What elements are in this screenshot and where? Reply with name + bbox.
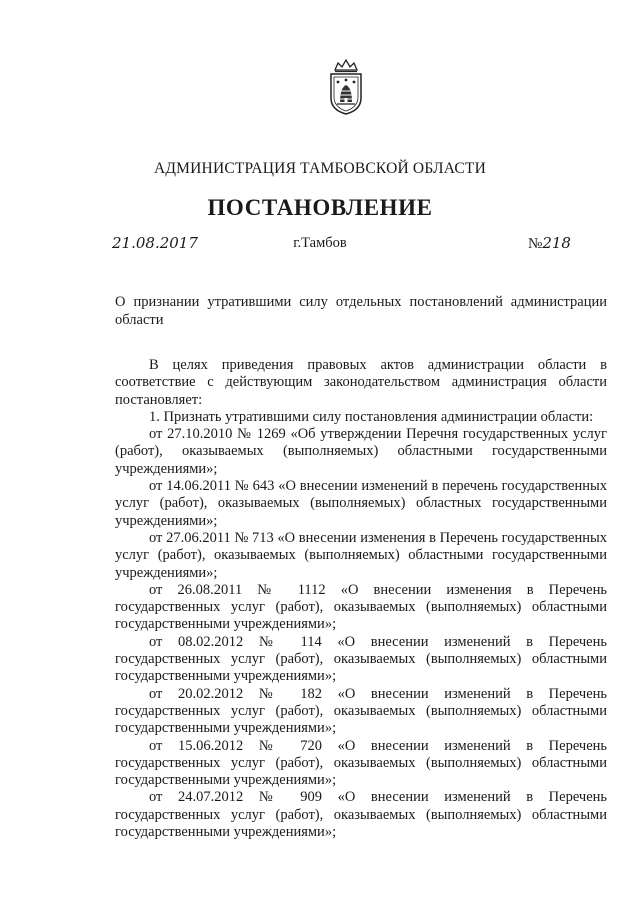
document-city: г.Тамбов: [293, 235, 347, 251]
number-prefix: №: [528, 236, 543, 252]
document-type-heading: ПОСТАНОВЛЕНИЕ: [207, 195, 433, 220]
list-item: от 24.07.2012 № 909 «О внесении изменений в Перечень государственных услуг (работ), оказываемых (выполняемых) областными государственными учреждениями»;: [115, 789, 607, 841]
number-value: 218: [542, 234, 571, 252]
organization-name: АДМИНИСТРАЦИЯ ТАМБОВСКОЙ ОБЛАСТИ: [154, 160, 486, 177]
list-item: от 20.02.2012 № 182 «О внесении изменений в Перечень государственных услуг (работ), оказываемых (выполняемых) областными государственными учреждениями»;: [115, 685, 607, 737]
list-item: от 26.08.2011 № 1112 «О внесении изменения в Перечень государственных услуг (работ), оказываемых (выполняемых) областными государственными учреждениями»;: [115, 581, 607, 633]
list-item: от 15.06.2012 № 720 «О внесении изменений в Перечень государственных услуг (работ), оказываемых (выполняемых) областными государственными учреждениями»;: [115, 737, 607, 789]
document-body: [115, 357, 607, 841]
list-item: от 14.06.2011 № 643 «О внесении изменений в перечень государственных услуг (работ), оказываемых (выполняемых) областных государственными учреждениями»;: [115, 478, 607, 529]
document-number: [528, 234, 571, 253]
document-title: О признании утратившими силу отдельных постановлений администрации области: [115, 294, 607, 328]
list-item: от 08.02.2012 № 114 «О внесении изменений в Перечень государственных услуг (работ), оказываемых (выполняемых) областными государственными учреждениями»;: [115, 633, 607, 685]
list-item: от 27.10.2010 № 1269 «Об утверждении Перечня государственных услуг (работ), оказываемых (выполняемых) областными государственными учреждениями»;: [115, 426, 607, 477]
document-date: 21.08.2017: [112, 234, 198, 252]
clause-paragraph: 1. Признать утратившими силу постановления администрации области:: [149, 408, 594, 425]
list-item: от 27.06.2011 № 713 «О внесении изменения в Перечень государственных услуг (работ), оказываемых (выполняемых) областными государственными учреждениями»;: [115, 529, 607, 581]
coat-of-arms-icon: [326, 58, 366, 116]
preamble-paragraph: В целях приведения правовых актов администрации области в соответствие с действующим законодательством администрация области постановляет:: [115, 357, 607, 408]
